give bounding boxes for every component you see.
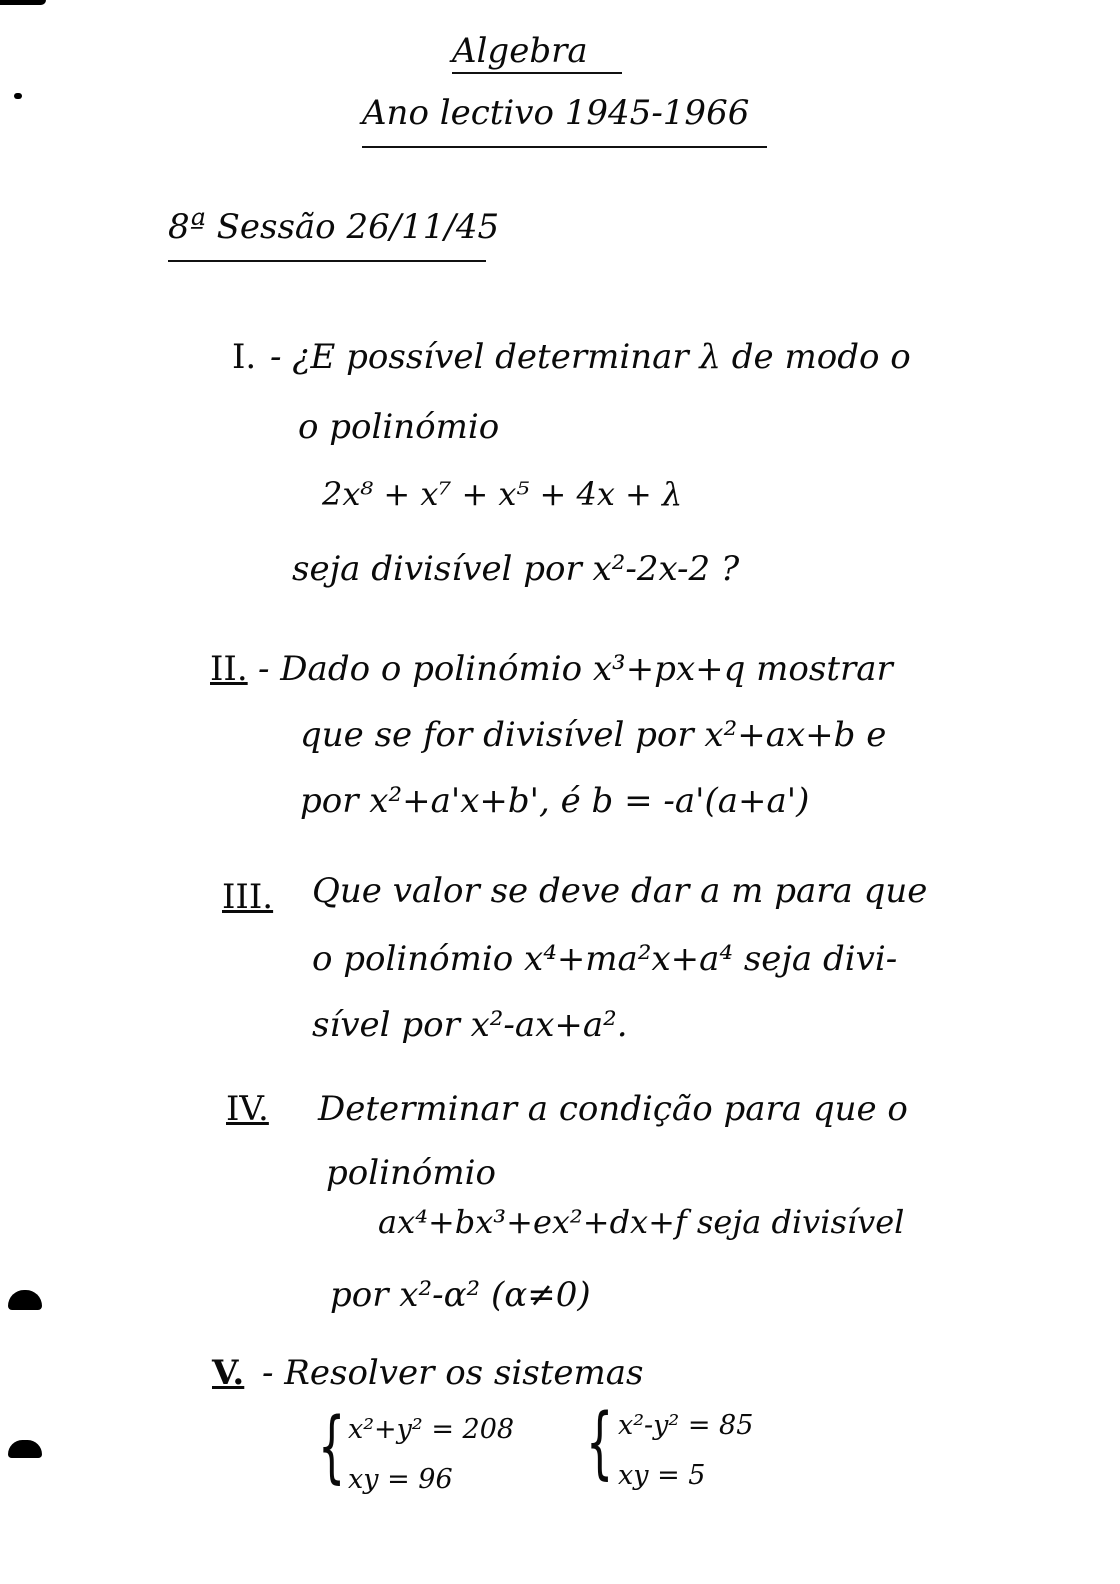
problem-5-numeral: V. xyxy=(212,1353,245,1393)
session-label: 8ª Sessão 26/11/45 xyxy=(168,207,500,247)
problem-4-numeral: IV. xyxy=(226,1089,269,1129)
system-1-equation-2: xy = 96 xyxy=(348,1464,453,1495)
system-2-equation-2: xy = 5 xyxy=(618,1460,706,1491)
system-1-brace: { xyxy=(318,1402,346,1492)
problem-4-line-2: polinómio xyxy=(326,1153,496,1193)
problem-3-numeral: III. xyxy=(222,877,274,917)
problem-2-line-1: - Dado o polinómio x³+px+q mostrar xyxy=(258,649,893,689)
scan-speck xyxy=(8,1440,42,1458)
problem-1-line-2: o polinómio xyxy=(298,407,500,447)
problem-2-numeral: II. xyxy=(210,649,248,689)
problem-4-line-1: Determinar a condição para que o xyxy=(318,1089,908,1129)
problem-2-line-3: por x²+a'x+b', é b = -a'(a+a') xyxy=(300,781,810,821)
problem-1-line-1: - ¿E possível determinar λ de modo o xyxy=(270,337,911,377)
scan-speck xyxy=(8,1290,42,1310)
problem-4-polynomial: ax⁴+bx³+ex²+dx+f seja divisível xyxy=(378,1203,905,1241)
header-subject-underline xyxy=(452,72,622,74)
problem-1-numeral: I. xyxy=(232,337,257,377)
problem-3-line-3: sível por x²-ax+a². xyxy=(312,1005,628,1045)
problem-2-line-2: que se for divisível por x²+ax+b e xyxy=(300,715,887,755)
session-underline xyxy=(168,260,486,262)
problem-3-line-2: o polinómio x⁴+ma²x+a⁴ seja divi- xyxy=(312,939,898,979)
scan-speck xyxy=(14,93,22,99)
scan-speck xyxy=(0,0,46,5)
header-year-underline xyxy=(362,146,767,148)
system-1-equation-1: x²+y² = 208 xyxy=(348,1414,515,1445)
problem-1-polynomial: 2x⁸ + x⁷ + x⁵ + 4x + λ xyxy=(322,475,683,513)
problem-3-line-1: Que valor se deve dar a m para que xyxy=(312,871,928,911)
system-2-equation-1: x²-y² = 85 xyxy=(618,1410,754,1441)
problem-1-line-4: seja divisível por x²-2x-2 ? xyxy=(292,549,740,589)
header-year: Ano lectivo 1945-1966 xyxy=(362,93,750,133)
problem-4-line-4: por x²-α² (α≠0) xyxy=(330,1275,591,1315)
header-subject: Algebra xyxy=(452,31,588,71)
system-2-brace: { xyxy=(586,1398,614,1488)
problem-5-line-1: - Resolver os sistemas xyxy=(262,1353,644,1393)
